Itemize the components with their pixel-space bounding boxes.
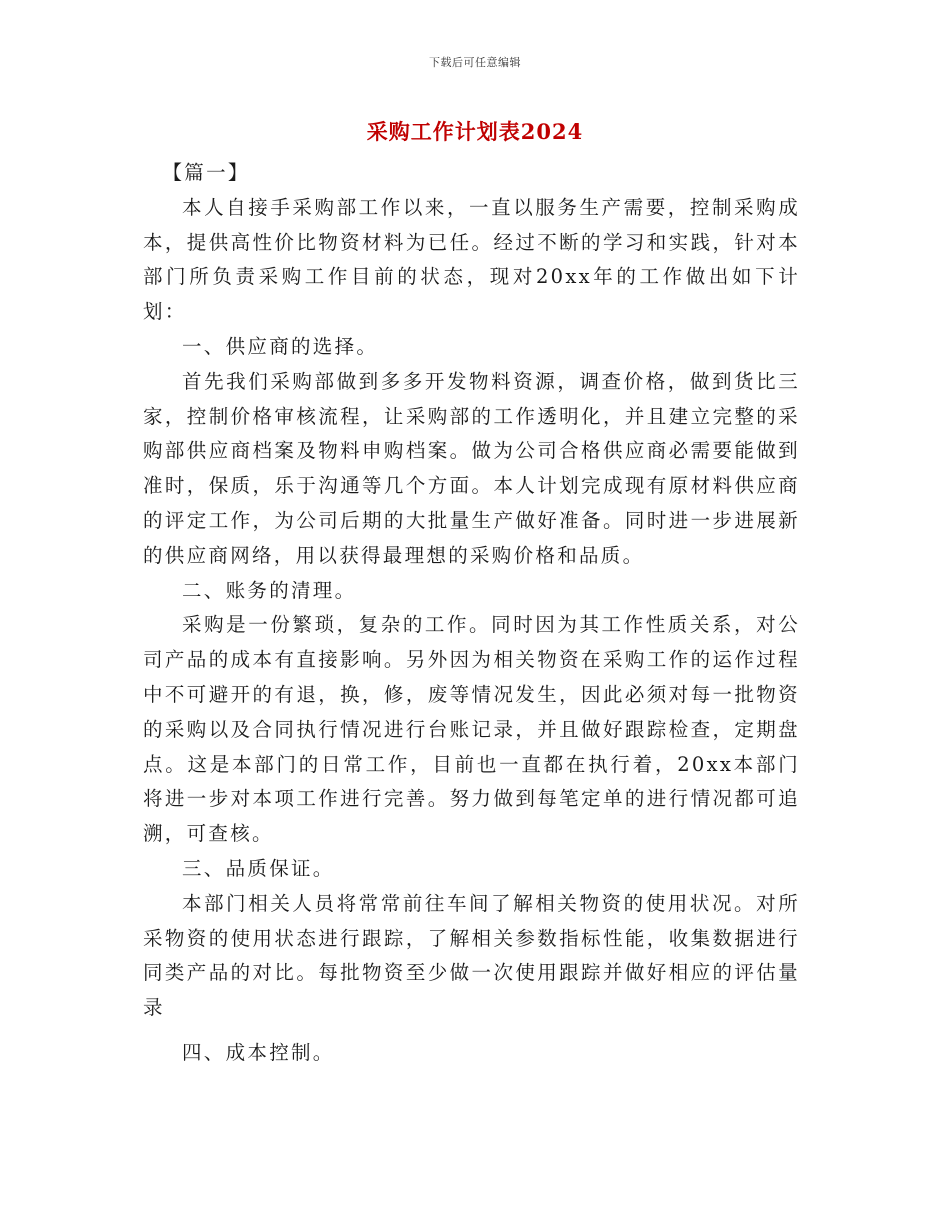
section-body-2: 采购是一份繁琐，复杂的工作。同时因为其工作性质关系，对公司产品的成本有直接影响。另外因为相关物资在采购工作的运作过程中不可避开的有退，换，修，废等情况发生，因此必须对每一批物资的采购以及合同执行情况进行台账记录，并且做好跟踪检查，定期盘点。这是本部门的日常工作，目前也一直都在执行着，20xx本部门将进一步对本项工作进行完善。努力做到每笔定单的进行情况都可追溯，可查核。 bbox=[143, 613, 800, 846]
document-title: 采购工作计划表2024 bbox=[366, 119, 584, 144]
section-body-1: 首先我们采购部做到多多开发物料资源，调查价格，做到货比三家，控制价格审核流程，让采购部的工作透明化，并且建立完整的采购部供应商档案及物料申购档案。做为公司合格供应商必需要能做到准时，保质，乐于沟通等几个方面。本人计划完成现有原材料供应商的评定工作，为公司后期的大批量生产做好准备。同时进一步进展新的供应商网络，用以获得最理想的采购价格和品质。 bbox=[143, 369, 800, 567]
intro-paragraph: 本人自接手采购部工作以来，一直以服务生产需要，控制采购成本，提供高性价比物资材料为已任。经过不断的学习和实践，针对本部门所负责采购工作目前的状态，现对20xx年的工作做出如下计划： bbox=[143, 195, 800, 324]
section-heading-3: 三、品质保证。 bbox=[182, 856, 335, 880]
section-heading-4: 四、成本控制。 bbox=[182, 1040, 335, 1064]
section-heading-2: 二、账务的清理。 bbox=[182, 578, 357, 602]
document-body bbox=[143, 156, 800, 1071]
page-header-note: 下载后可任意编辑 bbox=[429, 56, 521, 69]
section-tag: 【篇一】 bbox=[162, 161, 250, 184]
section-heading-1: 一、供应商的选择。 bbox=[182, 334, 379, 358]
section-body-3: 本部门相关人员将常常前往车间了解相关物资的使用状况。对所采物资的使用状态进行跟踪，了解相关参数指标性能，收集数据进行同类产品的对比。每批物资至少做一次使用跟踪并做好相应的评估量录 bbox=[143, 891, 800, 1020]
